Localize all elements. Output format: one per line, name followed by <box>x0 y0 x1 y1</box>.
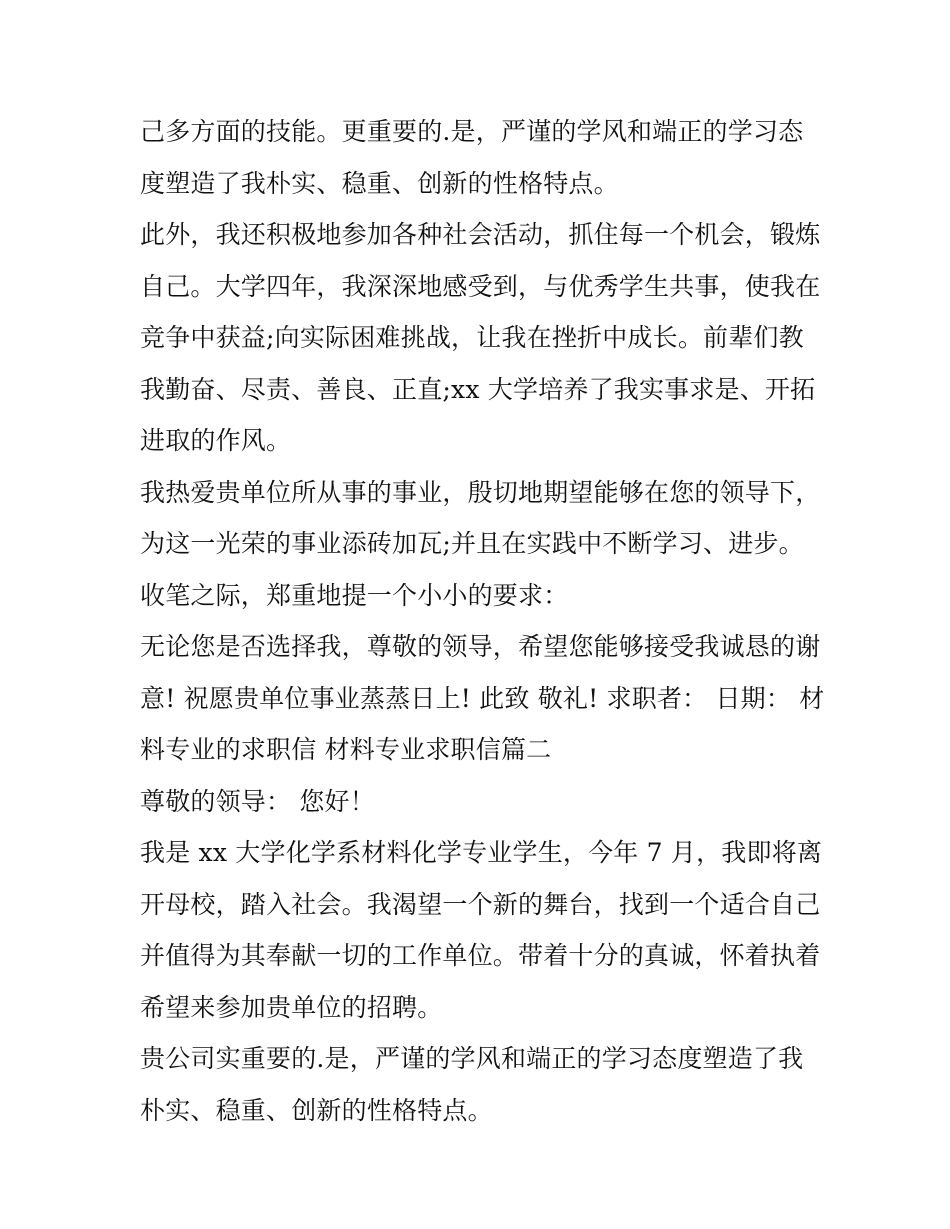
text-line: 并值得为其奉献一切的工作单位。带着十分的真诚，怀着执着 <box>140 941 821 970</box>
text-line: 无论您是否选择我，尊敬的领导，希望您能够接受我诚恳的谢 <box>140 632 821 661</box>
text-line: 我热爱贵单位所从事的事业，殷切地期望能够在您的领导下， <box>140 477 821 507</box>
text-line: 开母校，踏入社会。我渴望一个新的舞台，找到一个适合自己 <box>140 889 821 919</box>
salutation-line: 尊敬的领导： 您好！ <box>140 786 375 816</box>
text-line: 我是 xx 大学化学系材料化学专业学生，今年 7 月，我即将离 <box>140 838 823 867</box>
text-line: 自己。大学四年，我深深地感受到，与优秀学生共事，使我在 <box>140 271 821 301</box>
text-line: 己多方面的技能。更重要的.是，严谨的学风和端正的学习态 <box>140 117 804 146</box>
text-line: 意! 祝愿贵单位事业蒸蒸日上! 此致 敬礼! 求职者： 日期： 材 <box>140 683 825 713</box>
text-line: 料专业的求职信 材料专业求职信篇二 <box>140 735 552 764</box>
text-line: 竞争中获益;向实际困难挑战，让我在挫折中成长。前辈们教 <box>140 323 804 352</box>
text-line: 我勤奋、尽责、善良、正直;xx 大学培养了我实事求是、开拓 <box>140 374 816 404</box>
text-line: 度塑造了我朴实、稳重、创新的性格特点。 <box>140 168 619 198</box>
text-line: 朴实、稳重、创新的性格特点。 <box>140 1095 493 1125</box>
text-line: 希望来参加贵单位的招聘。 <box>140 992 443 1022</box>
text-line: 为这一光荣的事业添砖加瓦;并且在实践中不断学习、进步。 <box>140 529 804 558</box>
text-line: 收笔之际，郑重地提一个小小的要求： <box>140 580 569 610</box>
text-line: 此外，我还积极地参加各种社会活动，抓住每一个机会，锻炼 <box>140 220 821 249</box>
text-line: 进取的作风。 <box>140 426 292 455</box>
document-body <box>140 106 825 1136</box>
text-line: 贵公司实重要的.是，严谨的学风和端正的学习态度塑造了我 <box>140 1044 804 1073</box>
